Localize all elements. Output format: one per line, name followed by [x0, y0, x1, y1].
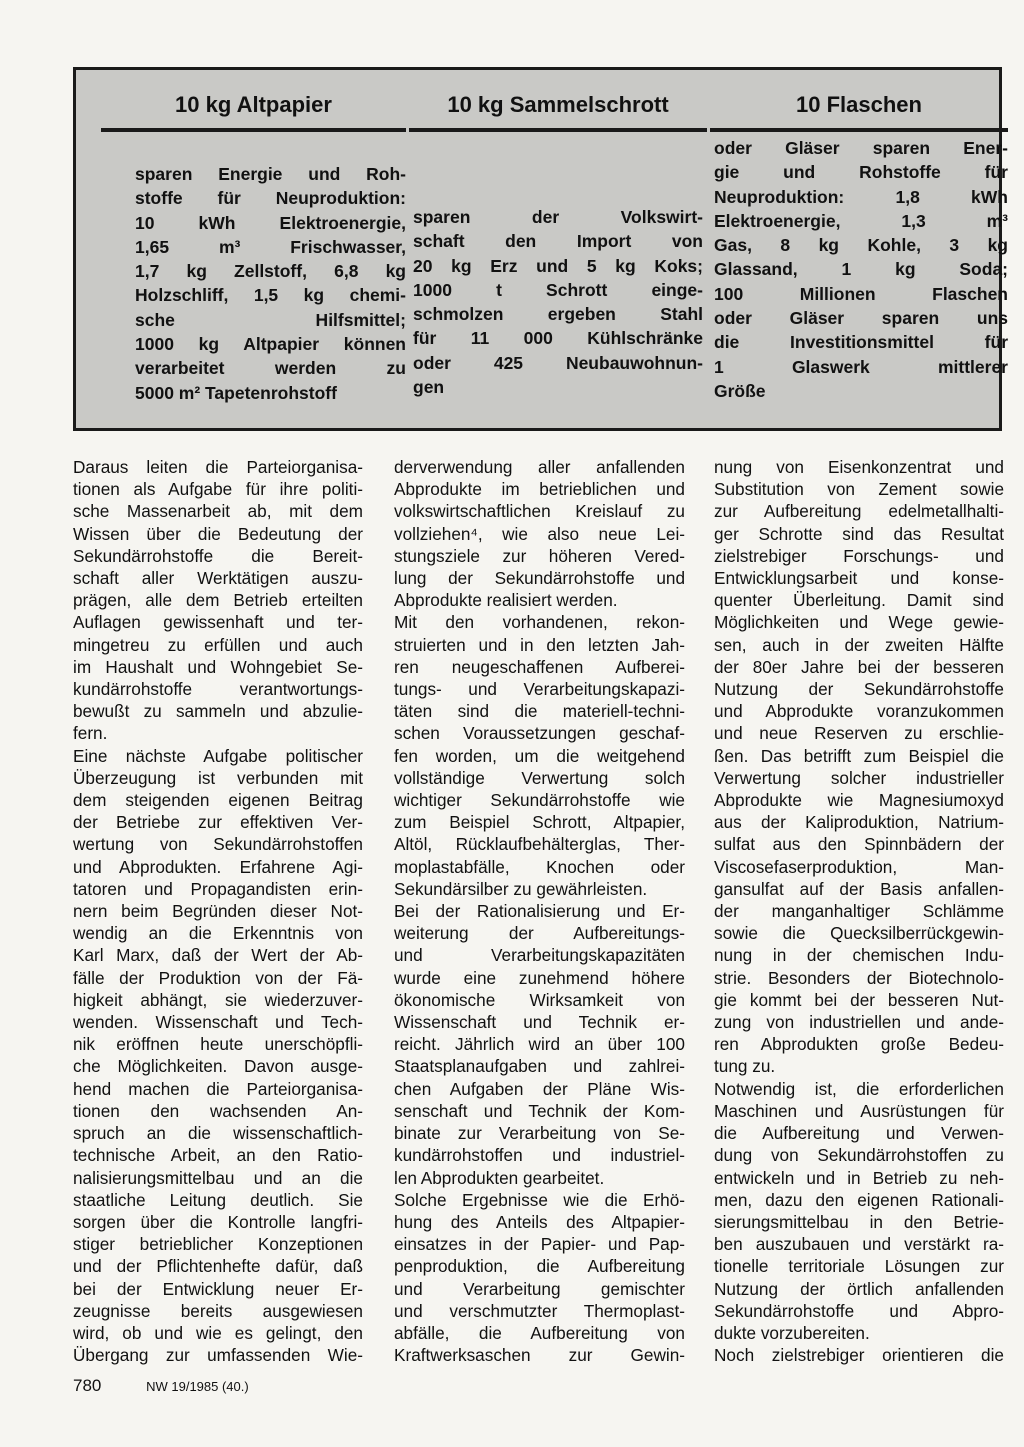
info-line: oder 425 Neubauwohnun-: [413, 352, 703, 373]
text-line: kundärrohstoffe verantwortungs-: [73, 679, 363, 700]
info-line: Holzschliff, 1,5 kg chemi-: [135, 285, 406, 306]
info-line: Glassand, 1 kg Soda;: [714, 259, 1008, 280]
text-line: dem steigenden eigenen Beitrag: [73, 790, 363, 811]
text-line: Staatsplanaufgaben und zahlrei-: [394, 1056, 685, 1077]
text-line: wird, ob und wie es gelingt, den: [73, 1322, 363, 1343]
text-line: gansulfat auf der Basis anfallen-: [714, 878, 1004, 899]
info-line: gen: [413, 377, 445, 398]
text-line: che Möglichkeiten. Davon ausge-: [73, 1056, 363, 1077]
text-line: schen Voraussetzungen geschaf-: [394, 723, 685, 744]
text-line: zielstrebiger Forschungs- und: [714, 545, 1004, 566]
text-line: penproduktion, die Aufbereitung: [394, 1256, 685, 1277]
paragraph: [394, 611, 685, 900]
text-line: im Haushalt und Wohngebiet Se-: [73, 656, 363, 677]
text-line: bewußt zu sammeln und abzulie-: [73, 701, 363, 722]
text-line: strie. Besonders der Biotechnolo-: [714, 967, 1004, 988]
text-line: Bei der Rationalisierung und Er-: [394, 901, 685, 922]
text-line: nik eröffnen heute unerschöpfli-: [73, 1034, 363, 1055]
info-line: Elektroenergie, 1,3 m³: [714, 210, 1008, 231]
text-line: gie kommt bei der besseren Nut-: [714, 989, 1004, 1010]
text-line: wenden. Wissenschaft und Tech-: [73, 1012, 363, 1033]
text-line: Abprodukte realisiert werden.: [394, 590, 618, 611]
text-line: staatliche Leitung deutlich. Sie: [73, 1189, 363, 1210]
text-line: Wissen über die Bedeutung der: [73, 523, 363, 544]
text-line: binate zur Verarbeitung von Se-: [394, 1123, 685, 1144]
text-line: Abprodukte wie Magnesiumoxyd: [714, 790, 1004, 811]
text-line: technische Arbeit, an den Ratio-: [73, 1145, 363, 1166]
text-line: reicht. Jährlich wird an über 100: [394, 1034, 685, 1055]
text-line: ben auszubauen und verstärkt ra-: [714, 1234, 1004, 1255]
text-line: ökonomische Wirksamkeit von: [394, 989, 685, 1010]
text-line: Entwicklungsarbeit und konse-: [714, 568, 1004, 589]
info-line: 20 kg Erz und 5 kg Koks;: [413, 255, 703, 276]
text-line: men, dazu den eigenen Rationali-: [714, 1189, 1004, 1210]
text-line: tungs- und Verarbeitungskapazi-: [394, 679, 685, 700]
info-column-sammelschrott: [409, 70, 707, 399]
text-line: Altöl, Rücklaufbehälterglas, Ther-: [394, 834, 685, 855]
text-line: kundärrohstoffen und industriel-: [394, 1145, 685, 1166]
text-line: wendig an die Erkenntnis von: [73, 923, 363, 944]
article-column-3: [714, 456, 1004, 1366]
paragraph: [394, 900, 685, 1189]
text-line: aus der Kaliproduktion, Natrium-: [714, 812, 1004, 833]
text-line: chen Aufgaben der Pläne Wis-: [394, 1078, 685, 1099]
text-line: zum Beispiel Schrott, Altpapier,: [394, 812, 685, 833]
page-number: 780: [73, 1376, 102, 1395]
info-column-altpapier: [101, 70, 406, 405]
text-line: ßen. Das betrifft zum Beispiel die: [714, 745, 1004, 766]
text-line: Substitution von Zement sowie: [714, 479, 1004, 500]
info-line: verarbeitet werden zu: [135, 358, 406, 379]
text-line: schaft aller Werktätigen auszu-: [73, 568, 363, 589]
text-line: Sekundärrohstoffe und Abpro-: [714, 1300, 1004, 1321]
text-line: sche Massenarbeit ab, mit dem: [73, 501, 363, 522]
text-line: nung in der chemischen Indu-: [714, 945, 1004, 966]
info-line: Neuproduktion: 1,8 kWh: [714, 186, 1008, 207]
text-line: vollziehen⁴, wie also neue Lei-: [394, 523, 685, 544]
text-line: tatoren und Propagandisten erin-: [73, 878, 363, 899]
text-line: volkswirtschaftlichen Kreislauf zu: [394, 501, 685, 522]
info-line: 1,65 m³ Frischwasser,: [135, 236, 406, 257]
text-line: hung des Anteils des Altpapier-: [394, 1211, 685, 1232]
text-line: sen, auch in der zweiten Hälfte: [714, 634, 1004, 655]
paragraph: [714, 1344, 1004, 1366]
paragraph: [714, 456, 1004, 1078]
info-body-flaschen: [710, 132, 1008, 403]
info-column-flaschen: [710, 70, 1008, 403]
info-line: Größe: [714, 380, 766, 401]
paragraph: [73, 456, 363, 745]
text-line: Möglichkeiten und Wege gewie-: [714, 612, 1004, 633]
info-line: 1,7 kg Zellstoff, 6,8 kg: [135, 261, 406, 282]
info-line: 1 Glaswerk mittlerer: [714, 356, 1008, 377]
text-line: und Abprodukten. Erfahrene Agi-: [73, 856, 363, 877]
text-line: die Aufbereitung und Verwen-: [714, 1123, 1004, 1144]
text-line: zeugnisse bereits ausgewiesen: [73, 1300, 363, 1321]
text-line: sorgen über die Kontrolle langfri-: [73, 1211, 363, 1232]
issue-reference: NW 19/1985 (40.): [146, 1379, 249, 1394]
text-line: Sekundärsilber zu gewährleisten.: [394, 878, 648, 899]
info-line: oder Gläser sparen Ener-: [714, 138, 1008, 158]
text-line: stungsziele zur höheren Vered-: [394, 545, 685, 566]
info-title-altpapier: 10 kg Altpapier: [175, 92, 332, 117]
paragraph: [73, 745, 363, 1367]
text-line: Notwendig ist, die erforderlichen: [714, 1078, 1004, 1099]
text-line: tionelle territoriale Lösungen zur: [714, 1256, 1004, 1277]
info-line: schaft den Import von: [413, 231, 703, 252]
info-line: stoffe für Neuproduktion:: [135, 188, 406, 209]
text-line: und Abprodukte voranzukommen: [714, 701, 1004, 722]
text-line: Abprodukte im betrieblichen und: [394, 479, 685, 500]
text-line: weiterung der Aufbereitungs-: [394, 923, 685, 944]
text-line: ren Abprodukten große Bedeu-: [714, 1034, 1004, 1055]
info-line: sparen Energie und Roh-: [135, 164, 406, 184]
text-line: quenter Überleitung. Damit sind: [714, 590, 1004, 611]
article-column-1: [73, 456, 363, 1366]
text-line: und Verarbeitungskapazitäten: [394, 945, 685, 966]
text-line: tionen als Aufgabe für ihre politi-: [73, 479, 363, 500]
info-line: gie und Rohstoffe für: [714, 162, 1008, 183]
text-line: len Abprodukten gearbeitet.: [394, 1167, 605, 1188]
info-line: 5000 m² Tapetenrohstoff: [135, 382, 337, 403]
text-line: Karl Marx, daß der Wert der Ab-: [73, 945, 363, 966]
text-line: abfälle, die Aufbereitung von: [394, 1322, 685, 1343]
info-body-altpapier: [101, 132, 406, 405]
text-line: Nutzung der Sekundärrohstoffe: [714, 679, 1004, 700]
text-line: fälle der Produktion von der Fä-: [73, 967, 363, 988]
text-line: sulfat aus den Spinnbädern der: [714, 834, 1004, 855]
text-line: Mit den vorhandenen, rekon-: [394, 612, 685, 633]
text-line: ren neugeschaffenen Aufberei-: [394, 656, 685, 677]
text-line: moplastabfälle, Knochen oder: [394, 856, 685, 877]
paragraph: [394, 1189, 685, 1367]
text-line: täten sind die materiell-techni-: [394, 701, 685, 722]
text-line: tionen den wachsenden An-: [73, 1100, 363, 1121]
text-line: Wissenschaft und Technik er-: [394, 1012, 685, 1033]
text-line: nern beim Begründen dieser Not-: [73, 901, 363, 922]
text-line: Übergang zur umfassenden Wie-: [73, 1345, 363, 1366]
paragraph: [394, 456, 685, 611]
text-line: ger Schrotte sind das Resultat: [714, 523, 1004, 544]
text-line: mingetreu zu erfüllen und auch: [73, 634, 363, 655]
info-line: sparen der Volkswirt-: [413, 207, 703, 227]
text-line: sierungsmittelbau in den Betrie-: [714, 1211, 1004, 1232]
text-line: spruch an die wissenschaftlich-: [73, 1123, 363, 1144]
article-column-2: [394, 456, 685, 1366]
info-line: oder Gläser sparen uns: [714, 308, 1008, 329]
paragraph: [714, 1078, 1004, 1344]
text-line: sowie die Quecksilberrückgewin-: [714, 923, 1004, 944]
text-line: zur Aufbereitung edelmetallhalti-: [714, 501, 1004, 522]
info-line: 1000 kg Altpapier können: [135, 334, 406, 355]
text-line: Viscosefaserproduktion, Man-: [714, 856, 1004, 877]
text-line: und Verarbeitung gemischter: [394, 1278, 685, 1299]
info-line: die Investitionsmittel für: [714, 332, 1008, 353]
text-line: Noch zielstrebiger orientieren die: [714, 1345, 1004, 1366]
text-line: Daraus leiten die Parteiorganisa-: [73, 457, 363, 477]
info-line: für 11 000 Kühlschränke: [413, 328, 703, 349]
text-line: stiger betrieblicher Konzeptionen: [73, 1234, 363, 1255]
info-line: 1000 t Schrott einge-: [413, 279, 703, 300]
text-line: vollständige Verwertung solch: [394, 767, 685, 788]
text-line: Verwertung solcher industrieller: [714, 767, 1004, 788]
text-line: und verschmutzter Thermoplast-: [394, 1300, 685, 1321]
info-body-sammelschrott: [409, 132, 707, 399]
text-line: und neue Reserven zu erschlie-: [714, 723, 1004, 744]
text-line: wurde eine zunehmend höhere: [394, 967, 685, 988]
text-line: tung zu.: [714, 1056, 776, 1077]
info-line: sche Hilfsmittel;: [135, 309, 406, 330]
text-line: dung von Sekundärrohstoffen zu: [714, 1145, 1004, 1166]
text-line: und der Pflichtenhefte dafür, daß: [73, 1256, 363, 1277]
text-line: lung der Sekundärrohstoffe und: [394, 568, 685, 589]
page-footer: [73, 1376, 249, 1396]
info-line: 10 kWh Elektroenergie,: [135, 212, 406, 233]
text-line: nung von Eisenkonzentrat und: [714, 457, 1004, 477]
info-box: [73, 67, 1008, 431]
text-line: entwickeln und in Betrieb zu neh-: [714, 1167, 1004, 1188]
info-title-sammelschrott: 10 kg Sammelschrott: [447, 92, 669, 117]
info-line: schmolzen ergeben Stahl: [413, 304, 703, 325]
text-line: der manganhaltiger Schlämme: [714, 901, 1004, 922]
text-line: struierten und in den letzten Jah-: [394, 634, 685, 655]
info-line: Gas, 8 kg Kohle, 3 kg: [714, 235, 1008, 256]
text-line: Sekundärrohstoffe die Bereit-: [73, 545, 363, 566]
text-line: Eine nächste Aufgabe politischer: [73, 745, 363, 766]
info-line: 100 Millionen Flaschen: [714, 283, 1008, 304]
text-line: bei der Entwicklung neuer Er-: [73, 1278, 363, 1299]
text-line: fen worden, um die weitgehend: [394, 745, 685, 766]
text-line: der 80er Jahre bei der besseren: [714, 656, 1004, 677]
text-line: einsatzes in der Papier- und Pap-: [394, 1234, 685, 1255]
text-line: wertung von Sekundärrohstoffen: [73, 834, 363, 855]
text-line: Kraftwerksaschen zur Gewin-: [394, 1345, 685, 1366]
text-line: hend machen die Parteiorganisa-: [73, 1078, 363, 1099]
text-line: prägen, alle dem Betrieb erteilten: [73, 590, 363, 611]
info-title-flaschen: 10 Flaschen: [796, 92, 922, 117]
text-line: Auflagen gewissenhaft und ter-: [73, 612, 363, 633]
text-line: Überzeugung ist verbunden mit: [73, 767, 363, 788]
text-line: zung von industriellen und ande-: [714, 1012, 1004, 1033]
text-line: der Betriebe zur effektiven Ver-: [73, 812, 363, 833]
text-line: Solche Ergebnisse wie die Erhö-: [394, 1189, 685, 1210]
text-line: nalisierungsmittelbau und an die: [73, 1167, 363, 1188]
text-line: Nutzung der örtlich anfallenden: [714, 1278, 1004, 1299]
text-line: derverwendung aller anfallenden: [394, 457, 685, 477]
text-line: higkeit abhängt, sie wiederzuver-: [73, 989, 363, 1010]
text-line: dukte vorzubereiten.: [714, 1322, 870, 1343]
text-line: senschaft und Technik der Kom-: [394, 1100, 685, 1121]
text-line: fern.: [73, 723, 108, 744]
text-line: Maschinen und Ausrüstungen für: [714, 1100, 1004, 1121]
text-line: wichtiger Sekundärrohstoffe wie: [394, 790, 685, 811]
